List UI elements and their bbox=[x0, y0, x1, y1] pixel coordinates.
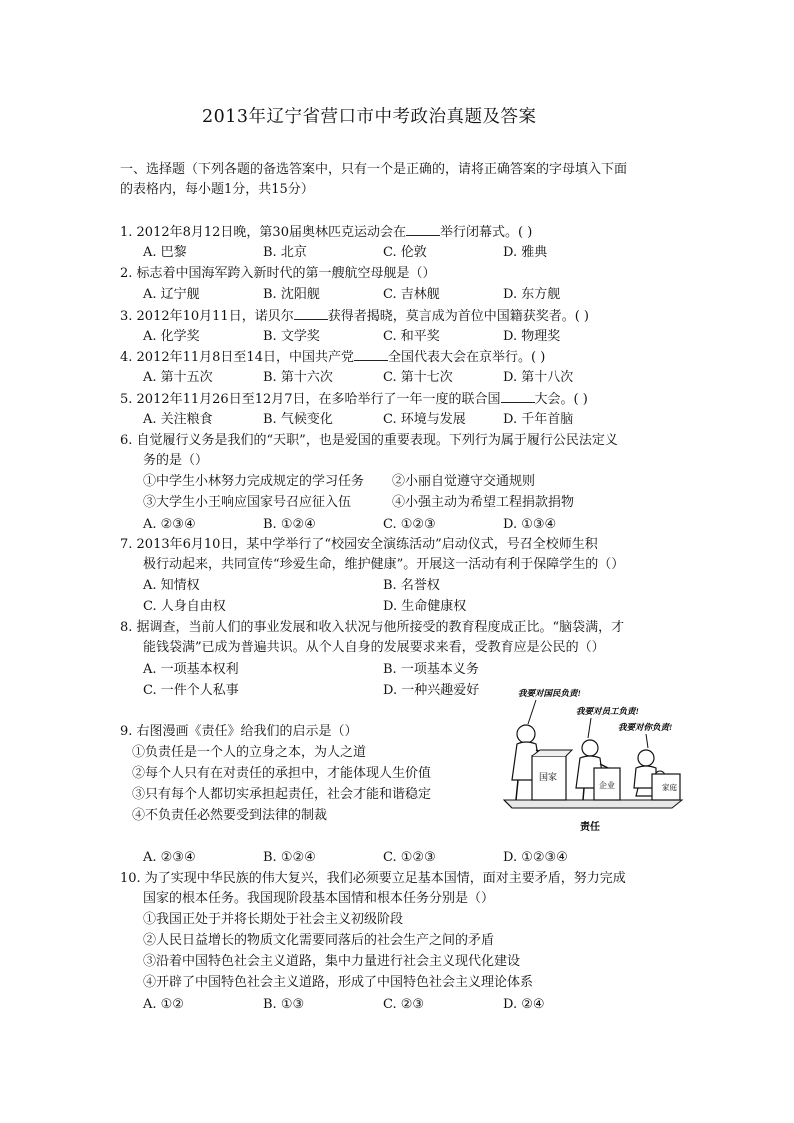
question-7: 7. 2013年6月10日，某中学举行了“校园安全演练活动”启动仪式，号召全校师生积 bbox=[120, 537, 598, 552]
cartoon-speech-state: 我要对国民负责! bbox=[518, 688, 581, 698]
q1-option-d[interactable]: D. 雅典 bbox=[503, 245, 548, 260]
question-1-text: 1. 2012年8月12日晚，第30届奥林匹克运动会在 bbox=[120, 225, 406, 240]
question-6-cont: 务的是（） bbox=[143, 453, 209, 468]
question-4 bbox=[120, 348, 545, 367]
q3-option-d[interactable]: D. 物理奖 bbox=[503, 329, 561, 344]
q7-option-b[interactable]: B. 名誉权 bbox=[383, 578, 440, 593]
cartoon-speech-company: 我要对员工负责! bbox=[576, 706, 639, 716]
q6-option-a[interactable]: A. ②③④ bbox=[143, 517, 196, 532]
q6-statement-2: ②小丽自觉遵守交通规则 bbox=[392, 474, 536, 489]
cartoon-label-company: 企业 bbox=[599, 781, 615, 790]
question-3-text: 3. 2012年10月11日，诺贝尔 bbox=[120, 309, 294, 324]
q5-option-b[interactable]: B. 气候变化 bbox=[263, 412, 333, 427]
question-8: 8. 据调查，当前人们的事业发展和收入状况与他所接受的教育程度成正比。“脑袋满，才 bbox=[120, 620, 625, 635]
answer-blank bbox=[294, 307, 328, 320]
cartoon-label-state: 国家 bbox=[539, 772, 558, 782]
q10-option-b[interactable]: B. ①③ bbox=[263, 997, 305, 1012]
q9-option-b[interactable]: B. ①②④ bbox=[263, 850, 316, 865]
q5-option-d[interactable]: D. 千年首脑 bbox=[503, 412, 574, 427]
q2-option-d[interactable]: D. 东方舰 bbox=[503, 287, 561, 302]
q8-option-b[interactable]: B. 一项基本义务 bbox=[383, 662, 479, 677]
q2-option-a[interactable]: A. 辽宁舰 bbox=[143, 287, 200, 302]
q7-option-c[interactable]: C. 人身自由权 bbox=[143, 599, 226, 614]
question-6: 6. 自觉履行义务是我们的“天职”，也是爱国的重要表现。下列行为属于履行公民法定义 bbox=[120, 433, 618, 448]
q9-option-a[interactable]: A. ②③④ bbox=[143, 850, 196, 865]
section-instruction: 一、选择题（下列各题的备选答案中，只有一个是正确的，请将正确答案的字母填入下面 bbox=[120, 162, 628, 177]
q10-statement-1: ①我国正处于并将长期处于社会主义初级阶段 bbox=[143, 912, 404, 927]
q2-option-c[interactable]: C. 吉林舰 bbox=[383, 287, 440, 302]
page-title: 2013年辽宁省营口市中考政治真题及答案 bbox=[202, 107, 537, 127]
answer-blank bbox=[354, 348, 388, 361]
q9-statement-3: ③只有每个人都切实承担起责任，社会才能和谐稳定 bbox=[132, 787, 432, 802]
cartoon-label-family: 家庭 bbox=[662, 783, 677, 792]
q10-statement-4: ④开辟了中国特色社会主义道路，形成了中国特色社会主义理论体系 bbox=[143, 975, 534, 990]
q1-option-c[interactable]: C. 伦敦 bbox=[383, 245, 427, 260]
question-9: 9. 右图漫画《责任》给我们的启示是（） bbox=[120, 724, 358, 739]
q8-option-c[interactable]: C. 一件个人私事 bbox=[143, 683, 239, 698]
question-1-text-end: 举行闭幕式。( ) bbox=[439, 225, 533, 240]
section-instruction-cont: 的表格内，每小题1分，共15分） bbox=[120, 182, 314, 197]
responsibility-cartoon-image bbox=[496, 684, 690, 836]
q10-option-c[interactable]: C. ②③ bbox=[383, 997, 425, 1012]
question-3-text-end: 获得者揭晓，莫言成为首位中国籍获奖者。( ) bbox=[327, 309, 589, 324]
q8-option-d[interactable]: D. 一种兴趣爱好 bbox=[383, 683, 480, 698]
question-8-cont: 能钱袋满”已成为普遍共识。从个人自身的发展要求来看，受教育应是公民的（） bbox=[143, 640, 605, 655]
question-4-text: 4. 2012年11月8日至14日，中国共产党 bbox=[120, 350, 354, 365]
q8-option-a[interactable]: A. 一项基本权利 bbox=[143, 662, 239, 677]
cartoon-speech-family: 我要对你负责! bbox=[618, 722, 673, 732]
question-3 bbox=[120, 307, 589, 326]
answer-blank bbox=[406, 223, 440, 236]
q6-statement-4: ④小强主动为希望工程捐款捐物 bbox=[392, 495, 575, 510]
answer-blank bbox=[501, 390, 535, 403]
q6-option-c[interactable]: C. ①②③ bbox=[383, 517, 436, 532]
question-10: 10. 为了实现中华民族的伟大复兴，我们必须要立足基本国情，面对主要矛盾，努力完成 bbox=[120, 871, 626, 886]
q10-option-d[interactable]: D. ②④ bbox=[503, 997, 545, 1012]
q1-option-b[interactable]: B. 北京 bbox=[263, 245, 307, 260]
question-10-cont: 国家的根本任务。我国现阶段基本国情和根本任务分别是（） bbox=[143, 891, 495, 906]
question-2: 2. 标志着中国海军跨入新时代的第一艘航空母舰是（） bbox=[120, 266, 436, 281]
q10-statement-2: ②人民日益增长的物质文化需要同落后的社会生产之间的矛盾 bbox=[143, 933, 495, 948]
q7-option-a[interactable]: A. 知情权 bbox=[143, 578, 200, 593]
question-7-cont: 极行动起来，共同宣传“珍爱生命，维护健康”。开展这一活动有利于保障学生的（） bbox=[143, 557, 625, 572]
q7-option-d[interactable]: D. 生命健康权 bbox=[383, 599, 467, 614]
q6-statement-1: ①中学生小林努力完成规定的学习任务 bbox=[143, 474, 365, 489]
question-5 bbox=[120, 390, 588, 409]
q4-option-d[interactable]: D. 第十八次 bbox=[503, 370, 574, 385]
q2-option-b[interactable]: B. 沈阳舰 bbox=[263, 287, 320, 302]
q1-option-a[interactable]: A. 巴黎 bbox=[143, 245, 187, 260]
q4-option-b[interactable]: B. 第十六次 bbox=[263, 370, 333, 385]
q4-option-a[interactable]: A. 第十五次 bbox=[143, 370, 213, 385]
q10-statement-3: ③沿着中国特色社会主义道路，集中力量进行社会主义现代化建设 bbox=[143, 954, 521, 969]
question-5-text: 5. 2012年11月26日至12月7日，在多哈举行了一年一度的联合国 bbox=[120, 392, 501, 407]
question-5-text-end: 大会。( ) bbox=[534, 392, 588, 407]
q9-option-d[interactable]: D. ①②③④ bbox=[503, 850, 568, 865]
q3-option-c[interactable]: C. 和平奖 bbox=[383, 329, 440, 344]
q4-option-c[interactable]: C. 第十七次 bbox=[383, 370, 453, 385]
q3-option-b[interactable]: B. 文学奖 bbox=[263, 329, 320, 344]
q3-option-a[interactable]: A. 化学奖 bbox=[143, 329, 200, 344]
q9-statement-4: ④不负责任必然要受到法律的制裁 bbox=[132, 808, 328, 823]
question-4-text-end: 全国代表大会在京举行。( ) bbox=[387, 350, 546, 365]
q9-statement-1: ①负责任是一个人的立身之本，为人之道 bbox=[132, 745, 367, 760]
question-1 bbox=[120, 223, 532, 242]
q6-option-b[interactable]: B. ①②④ bbox=[263, 517, 316, 532]
q5-option-a[interactable]: A. 关注粮食 bbox=[143, 412, 213, 427]
q10-option-a[interactable]: A. ①② bbox=[143, 997, 184, 1012]
q9-statement-2: ②每个人只有在对责任的承担中，才能体现人生价值 bbox=[132, 766, 432, 781]
cartoon-caption: 责任 bbox=[580, 822, 600, 833]
q5-option-c[interactable]: C. 环境与发展 bbox=[383, 412, 466, 427]
q6-statement-3: ③大学生小王响应国家号召应征入伍 bbox=[143, 495, 352, 510]
q6-option-d[interactable]: D. ①③④ bbox=[503, 517, 557, 532]
q9-option-c[interactable]: C. ①②③ bbox=[383, 850, 436, 865]
